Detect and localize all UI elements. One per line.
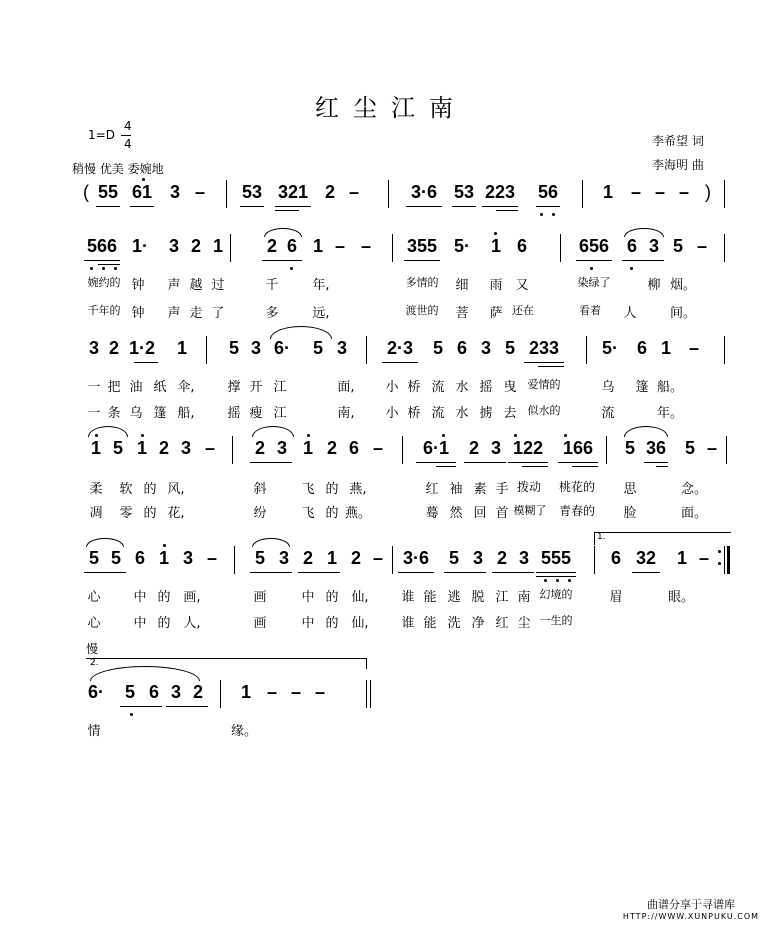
lyric: 谁 bbox=[401, 590, 415, 605]
lyric: 飞 bbox=[301, 482, 315, 497]
lyric: 一生的 bbox=[539, 614, 573, 627]
note: 5 bbox=[112, 438, 123, 458]
dash: – bbox=[696, 236, 707, 256]
lyric: 然 bbox=[449, 506, 463, 521]
lyric: 乌 bbox=[601, 380, 615, 395]
note: 656 bbox=[578, 236, 610, 256]
note: 1 bbox=[602, 182, 613, 202]
barline bbox=[392, 234, 393, 262]
lyrics-line-4-verse-1 bbox=[0, 586, 782, 606]
barline bbox=[582, 180, 583, 208]
note: 3·6 bbox=[402, 548, 429, 568]
composer: 李海明 曲 bbox=[652, 158, 704, 172]
lyric: 摇 bbox=[227, 406, 241, 421]
note: 2 bbox=[266, 236, 277, 256]
note: 56 bbox=[537, 182, 559, 202]
lyric: 花, bbox=[167, 506, 185, 521]
note: 3 bbox=[336, 338, 347, 358]
lyrics-line-5-verse-1 bbox=[0, 720, 782, 740]
volta-1-label: 1. bbox=[597, 532, 606, 542]
dash: – bbox=[654, 182, 665, 202]
note: 5· bbox=[453, 236, 470, 256]
lyric: 摇 bbox=[479, 380, 493, 395]
note: 1 bbox=[176, 338, 187, 358]
volta-2-label: 2. bbox=[90, 658, 99, 668]
end-barline bbox=[370, 680, 371, 708]
note: 1 bbox=[676, 548, 687, 568]
lyric: 流 bbox=[601, 406, 615, 421]
lyric: 篷 bbox=[635, 380, 649, 395]
lyric: 还在 bbox=[512, 304, 534, 317]
note: 122 bbox=[512, 438, 544, 458]
lyric: 的 bbox=[325, 616, 339, 631]
lyric: 看着 bbox=[579, 304, 601, 317]
lyrics-line-3-verse-2 bbox=[0, 502, 782, 522]
note: 1 bbox=[90, 438, 101, 458]
barline bbox=[232, 436, 233, 464]
note: 3 bbox=[648, 236, 659, 256]
note: 5· bbox=[601, 338, 618, 358]
lyric: 洗 bbox=[447, 616, 461, 631]
lyric: 乌 bbox=[129, 406, 143, 421]
lyric: 水 bbox=[455, 380, 469, 395]
note: 6· bbox=[87, 682, 104, 702]
watermark-url: HTTP://WWW.XUNPUKU.COM bbox=[622, 912, 760, 921]
lyric: 烟。 bbox=[669, 278, 696, 293]
dash: – bbox=[290, 682, 301, 702]
note: 2 bbox=[324, 182, 335, 202]
lyric: 去 bbox=[503, 406, 517, 421]
barline bbox=[206, 336, 207, 364]
lyric: 画, bbox=[183, 590, 201, 605]
lyric: 仙, bbox=[351, 616, 369, 631]
dash: – bbox=[698, 548, 709, 568]
lyric: 斜 bbox=[253, 482, 267, 497]
lyric: 桥 bbox=[407, 406, 421, 421]
lyric: 幻境的 bbox=[539, 588, 573, 601]
lyricist: 李希望 词 bbox=[652, 134, 704, 148]
lyric: 年。 bbox=[656, 406, 683, 421]
note: 2 bbox=[350, 548, 361, 568]
lyric: 蓦 bbox=[425, 506, 439, 521]
lyric: 一 bbox=[87, 380, 101, 395]
barline bbox=[606, 436, 607, 464]
note: 53 bbox=[453, 182, 475, 202]
lyrics-line-4-verse-2 bbox=[0, 612, 782, 632]
note: 3 bbox=[182, 548, 193, 568]
dash: – bbox=[334, 236, 345, 256]
barline bbox=[724, 180, 725, 208]
dash: – bbox=[372, 548, 383, 568]
lyrics-line-1-verse-1 bbox=[0, 274, 782, 294]
lyric: 年, bbox=[312, 278, 330, 293]
note: 6 bbox=[456, 338, 467, 358]
lyric: 伞, bbox=[177, 380, 195, 395]
lyric: 爱情的 bbox=[527, 378, 561, 391]
lyric: 南, bbox=[337, 406, 355, 421]
lyric: 走 bbox=[189, 306, 203, 321]
note: 6· bbox=[273, 338, 290, 358]
note: 3·6 bbox=[410, 182, 437, 202]
note: 5 bbox=[504, 338, 515, 358]
lyric: 面。 bbox=[680, 506, 707, 521]
lyric: 心 bbox=[87, 616, 101, 631]
page-title: 红尘江南 bbox=[315, 94, 467, 122]
lyric: 流 bbox=[431, 406, 445, 421]
lyric: 中 bbox=[133, 616, 147, 631]
time-signature-top: 4 bbox=[124, 119, 132, 133]
lyric: 的 bbox=[143, 482, 157, 497]
barline bbox=[724, 546, 725, 574]
note: 3 bbox=[472, 548, 483, 568]
lyric: 掳 bbox=[479, 406, 493, 421]
note: 1 bbox=[326, 548, 337, 568]
note: 2 bbox=[326, 438, 337, 458]
note: 1 bbox=[136, 438, 147, 458]
lyric: 柳 bbox=[647, 278, 661, 293]
lyric: 过 bbox=[211, 278, 225, 293]
paren-close: ) bbox=[705, 182, 711, 202]
barline bbox=[560, 234, 561, 262]
note: 3 bbox=[490, 438, 501, 458]
lyric: 思 bbox=[623, 482, 637, 497]
volta-1-bracket bbox=[594, 532, 731, 545]
note: 6 bbox=[626, 236, 637, 256]
note: 1 bbox=[312, 236, 323, 256]
lyric: 的 bbox=[143, 506, 157, 521]
note: 3 bbox=[518, 548, 529, 568]
lyric: 水 bbox=[455, 406, 469, 421]
lyric: 眼。 bbox=[667, 590, 694, 605]
lyric: 眉 bbox=[609, 590, 623, 605]
lyrics-line-1-verse-2 bbox=[0, 302, 782, 322]
dash: – bbox=[204, 438, 215, 458]
note: 1·2 bbox=[128, 338, 155, 358]
lyric: 心 bbox=[87, 590, 101, 605]
note: 1 bbox=[490, 236, 501, 256]
lyric: 尘 bbox=[517, 616, 531, 631]
lyric: 柔 bbox=[89, 482, 103, 497]
lyric: 的 bbox=[325, 590, 339, 605]
note: 55 bbox=[97, 182, 119, 202]
dash: – bbox=[314, 682, 325, 702]
barline bbox=[366, 336, 367, 364]
lyric: 缘。 bbox=[230, 724, 257, 739]
lyric: 婉约的 bbox=[87, 276, 121, 289]
lyrics-line-3-verse-1 bbox=[0, 478, 782, 498]
lyric: 菩 bbox=[455, 306, 469, 321]
note: 6·1 bbox=[422, 438, 449, 458]
lyric: 念。 bbox=[680, 482, 707, 497]
time-signature-line bbox=[121, 135, 131, 136]
lyric: 声 bbox=[167, 306, 181, 321]
lyrics-line-2-verse-2 bbox=[0, 402, 782, 422]
lyric: 曳 bbox=[503, 380, 517, 395]
note: 3 bbox=[169, 182, 180, 202]
lyric: 多情的 bbox=[405, 276, 439, 289]
lyric: 船, bbox=[177, 406, 195, 421]
note: 3 bbox=[88, 338, 99, 358]
lyric: 钟 bbox=[131, 306, 145, 321]
lyric: 燕。 bbox=[344, 506, 371, 521]
paren-open: ( bbox=[83, 182, 89, 202]
lyric: 多 bbox=[265, 306, 279, 321]
note: 1 bbox=[158, 548, 169, 568]
note: 6 bbox=[610, 548, 621, 568]
lyric: 撑 bbox=[227, 380, 241, 395]
note: 2 bbox=[158, 438, 169, 458]
note: 5 bbox=[228, 338, 239, 358]
lyric: 袖 bbox=[449, 482, 463, 497]
note: 2·3 bbox=[386, 338, 413, 358]
note: 3 bbox=[250, 338, 261, 358]
note: 1 bbox=[660, 338, 671, 358]
note: 32 bbox=[635, 548, 657, 568]
lyric: 条 bbox=[107, 406, 121, 421]
note: 2 bbox=[496, 548, 507, 568]
lyric: 开 bbox=[249, 380, 263, 395]
lyric: 首 bbox=[495, 506, 509, 521]
barline bbox=[226, 180, 227, 208]
dash: – bbox=[372, 438, 383, 458]
note: 1 bbox=[302, 438, 313, 458]
lyric: 能 bbox=[423, 590, 437, 605]
note: 6 bbox=[148, 682, 159, 702]
barline bbox=[366, 680, 367, 708]
lyric: 软 bbox=[119, 482, 133, 497]
barline bbox=[726, 436, 727, 464]
barline bbox=[220, 680, 221, 708]
lyric: 小 bbox=[385, 406, 399, 421]
lyric: 凋 bbox=[89, 506, 103, 521]
note: 233 bbox=[528, 338, 560, 358]
lyric: 把 bbox=[107, 380, 121, 395]
lyric: 江 bbox=[273, 406, 287, 421]
lyric: 模糊了 bbox=[513, 504, 547, 517]
lyric: 瘦 bbox=[249, 406, 263, 421]
lyric: 千 bbox=[265, 278, 279, 293]
note: 2 bbox=[190, 236, 201, 256]
lyric: 江 bbox=[273, 380, 287, 395]
lyric: 中 bbox=[133, 590, 147, 605]
note: 3 bbox=[480, 338, 491, 358]
note: 6 bbox=[516, 236, 527, 256]
note: 5 bbox=[110, 548, 121, 568]
dash: – bbox=[688, 338, 699, 358]
barline bbox=[724, 336, 725, 364]
lyric: 红 bbox=[425, 482, 439, 497]
barline bbox=[402, 436, 403, 464]
lyric: 油 bbox=[129, 380, 143, 395]
barline bbox=[388, 180, 389, 208]
site-watermark bbox=[622, 896, 760, 921]
note: 5 bbox=[672, 236, 683, 256]
lyric: 的 bbox=[325, 482, 339, 497]
note: 566 bbox=[86, 236, 118, 256]
lyric: 细 bbox=[455, 278, 469, 293]
note: 3 bbox=[278, 548, 289, 568]
lyric: 越 bbox=[189, 278, 203, 293]
note: 1· bbox=[131, 236, 148, 256]
lyric: 脱 bbox=[471, 590, 485, 605]
lyric: 能 bbox=[423, 616, 437, 631]
note: 355 bbox=[406, 236, 438, 256]
lyric: 桥 bbox=[407, 380, 421, 395]
lyric: 染绿了 bbox=[577, 276, 611, 289]
lyric: 人, bbox=[183, 616, 201, 631]
lyric: 的 bbox=[157, 616, 171, 631]
note: 5 bbox=[448, 548, 459, 568]
note: 6 bbox=[134, 548, 145, 568]
dash: – bbox=[630, 182, 641, 202]
lyric: 燕, bbox=[349, 482, 367, 497]
lyric: 似水的 bbox=[527, 404, 561, 417]
dash: – bbox=[348, 182, 359, 202]
barline bbox=[234, 546, 235, 574]
note: 1 bbox=[212, 236, 223, 256]
note: 321 bbox=[277, 182, 309, 202]
lyric: 回 bbox=[473, 506, 487, 521]
lyric: 画 bbox=[253, 616, 267, 631]
note: 6 bbox=[636, 338, 647, 358]
note: 223 bbox=[484, 182, 516, 202]
dash: – bbox=[706, 438, 717, 458]
note: 5 bbox=[88, 548, 99, 568]
note: 5 bbox=[624, 438, 635, 458]
lyric: 江 bbox=[495, 590, 509, 605]
note: 5 bbox=[432, 338, 443, 358]
dash: – bbox=[266, 682, 277, 702]
note: 5 bbox=[684, 438, 695, 458]
lyric: 青春的 bbox=[558, 504, 595, 518]
note: 555 bbox=[540, 548, 572, 568]
dash: – bbox=[206, 548, 217, 568]
lyric: 钟 bbox=[131, 278, 145, 293]
lyric: 仙, bbox=[351, 590, 369, 605]
note: 3 bbox=[168, 236, 179, 256]
barline bbox=[724, 234, 725, 262]
note: 3 bbox=[276, 438, 287, 458]
lyric: 的 bbox=[157, 590, 171, 605]
lyrics-line-2-verse-1 bbox=[0, 376, 782, 396]
lyric: 萨 bbox=[489, 306, 503, 321]
note: 6 bbox=[286, 236, 297, 256]
note: 3 bbox=[180, 438, 191, 458]
lyric: 纸 bbox=[153, 380, 167, 395]
lyric: 渡世的 bbox=[405, 304, 439, 317]
lyric: 情 bbox=[87, 724, 101, 739]
note: 3 bbox=[170, 682, 181, 702]
lyric: 画 bbox=[253, 590, 267, 605]
tempo-marking: 稍慢 优美 委婉地 bbox=[72, 162, 164, 176]
repeat-barline bbox=[727, 546, 730, 574]
dash: – bbox=[678, 182, 689, 202]
lyric: 的 bbox=[325, 506, 339, 521]
dash: – bbox=[194, 182, 205, 202]
lyric: 脸 bbox=[623, 506, 637, 521]
lyric: 了 bbox=[211, 306, 225, 321]
watermark-text: 曲谱分享于寻谱库 bbox=[647, 898, 735, 911]
lyric: 间。 bbox=[669, 306, 696, 321]
lyric: 逃 bbox=[447, 590, 461, 605]
key-signature bbox=[88, 128, 115, 142]
lyric: 飞 bbox=[301, 506, 315, 521]
lyric: 船。 bbox=[656, 380, 683, 395]
lyric: 人 bbox=[623, 306, 637, 321]
barline bbox=[594, 546, 595, 574]
dash: – bbox=[360, 236, 371, 256]
note: 6 bbox=[348, 438, 359, 458]
note: 36 bbox=[645, 438, 667, 458]
note: 2 bbox=[192, 682, 203, 702]
note: 166 bbox=[562, 438, 594, 458]
note: 5 bbox=[312, 338, 323, 358]
time-signature-bottom: 4 bbox=[124, 137, 132, 151]
note: 2 bbox=[108, 338, 119, 358]
lyric: 素 bbox=[473, 482, 487, 497]
lyric: 桃花的 bbox=[558, 480, 595, 494]
lyric: 一 bbox=[87, 406, 101, 421]
key-label: 1=D bbox=[88, 128, 115, 142]
note: 2 bbox=[302, 548, 313, 568]
note: 2 bbox=[254, 438, 265, 458]
lyric: 雨 bbox=[489, 278, 503, 293]
lyric: 声 bbox=[167, 278, 181, 293]
lyric: 中 bbox=[301, 616, 315, 631]
lyric: 中 bbox=[301, 590, 315, 605]
lyric: 又 bbox=[515, 278, 529, 293]
note: 5 bbox=[254, 548, 265, 568]
tempo-slow-marking: 慢 bbox=[86, 642, 99, 656]
lyric: 风, bbox=[167, 482, 185, 497]
note: 5 bbox=[124, 682, 135, 702]
lyric: 篷 bbox=[153, 406, 167, 421]
barline bbox=[392, 546, 393, 574]
barline bbox=[586, 336, 587, 364]
lyric: 手 bbox=[495, 482, 509, 497]
lyric: 小 bbox=[385, 380, 399, 395]
note: 61 bbox=[131, 182, 153, 202]
lyric: 面, bbox=[337, 380, 355, 395]
lyric: 拨动 bbox=[516, 480, 541, 494]
lyric: 南 bbox=[517, 590, 531, 605]
lyric: 谁 bbox=[401, 616, 415, 631]
lyric: 千年的 bbox=[87, 304, 121, 317]
note: 53 bbox=[241, 182, 263, 202]
note: 2 bbox=[468, 438, 479, 458]
lyric: 红 bbox=[495, 616, 509, 631]
lyric: 纷 bbox=[253, 506, 267, 521]
lyric: 远, bbox=[312, 306, 330, 321]
lyric: 净 bbox=[471, 616, 485, 631]
note: 1 bbox=[240, 682, 251, 702]
barline bbox=[230, 234, 231, 262]
lyric: 零 bbox=[119, 506, 133, 521]
lyric: 流 bbox=[431, 380, 445, 395]
